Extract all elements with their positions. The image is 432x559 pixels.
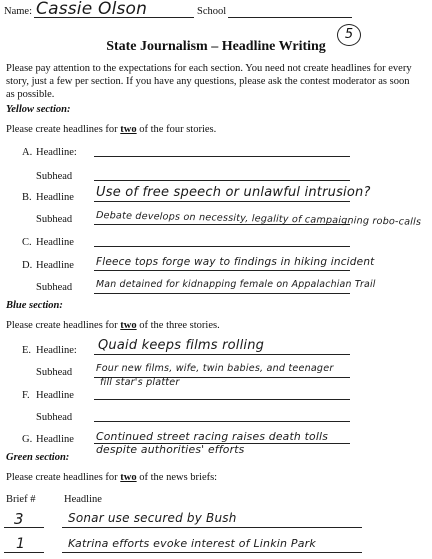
name-line (34, 17, 194, 18)
page-title: State Journalism – Headline Writing (106, 39, 326, 54)
brief-2-number[interactable]: 1 (16, 536, 26, 552)
item-d-subhead-label: Subhead (36, 282, 73, 293)
item-d-headline-label: Headline (36, 260, 74, 271)
item-e-subhead-text-line1[interactable]: Four new films, wife, twin babies, and teenager (96, 363, 334, 374)
item-f-subhead-label: Subhead (36, 412, 73, 423)
intro-text: Please pay attention to the expectations for each section. You need not create headlines for every story, just a few per section. If you have any questions, please ask the contest moderator as soon as possible. (6, 63, 412, 100)
item-e-headline-line (94, 354, 350, 355)
brief-number-header: Brief # (6, 494, 36, 505)
blue-instruction: Please create headlines for two of the three stories. (6, 320, 220, 331)
blue-section-heading: Blue section: (6, 300, 63, 311)
green-instruction: Please create headlines for two of the news briefs: (6, 472, 218, 483)
brief-2-number-line (4, 552, 44, 553)
yellow-section-heading: Yellow section: (6, 104, 71, 115)
item-g-headline-label: Headline (36, 434, 74, 445)
item-b-headline-text[interactable]: Use of free speech or unlawful intrusion? (96, 185, 371, 200)
item-f-headline-line[interactable] (94, 399, 350, 400)
name-label: Name: (4, 6, 32, 17)
brief-1-headline-line (62, 527, 362, 528)
item-a-subhead-line[interactable] (94, 180, 350, 181)
item-d-subhead-text[interactable]: Man detained for kidnapping female on Appalachian Trail (96, 279, 376, 290)
item-b-subhead-text[interactable]: Debate develops on necessity, legality of campaigning robo-calls (95, 210, 422, 228)
name-value[interactable]: Cassie Olson (36, 0, 148, 19)
item-d-headline-line (94, 270, 350, 271)
item-b-headline-line (94, 201, 350, 202)
item-g-headline-text-line2[interactable]: despite authorities' efforts (96, 443, 245, 456)
item-e-letter: E. (22, 345, 32, 356)
school-line[interactable] (228, 17, 352, 18)
item-a-subhead-label: Subhead (36, 171, 73, 182)
item-b-subhead-label: Subhead (36, 214, 73, 225)
green-section-heading: Green section: (6, 452, 70, 463)
item-c-headline-line[interactable] (94, 246, 350, 247)
item-g-headline-text-line1[interactable]: Continued street racing raises death tolls (96, 430, 329, 443)
item-f-subhead-line[interactable] (94, 421, 350, 422)
item-b-letter: B. (22, 192, 32, 203)
item-e-subhead-text-line2[interactable]: fill star's platter (100, 377, 180, 388)
item-a-headline-label: Headline: (36, 147, 77, 158)
circled-number-text: 5 (344, 27, 354, 42)
brief-2-headline-line (62, 552, 362, 553)
item-d-headline-text[interactable]: Fleece tops forge way to findings in hiking incident (96, 256, 375, 268)
brief-1-number-line (4, 527, 44, 528)
item-b-subhead-line (94, 224, 350, 225)
item-e-headline-text[interactable]: Quaid keeps films rolling (98, 338, 265, 353)
yellow-instruction: Please create headlines for two of the four stories. (6, 124, 217, 135)
item-c-letter: C. (22, 237, 32, 248)
item-g-letter: G. (22, 434, 33, 445)
item-a-letter: A. (22, 147, 33, 158)
item-c-headline-label: Headline (36, 237, 74, 248)
brief-1-number[interactable]: 3 (14, 510, 24, 528)
brief-headline-header: Headline (64, 494, 102, 505)
item-f-headline-label: Headline (36, 390, 74, 401)
item-b-headline-label: Headline (36, 192, 74, 203)
school-label: School (197, 6, 227, 17)
brief-2-headline[interactable]: Katrina efforts evoke interest of Linkin Park (68, 537, 316, 550)
item-e-subhead-label: Subhead (36, 367, 73, 378)
item-e-headline-label: Headline: (36, 345, 77, 356)
item-f-letter: F. (22, 390, 30, 401)
item-a-headline-line[interactable] (94, 156, 350, 157)
item-d-letter: D. (22, 260, 33, 271)
item-d-subhead-line (94, 293, 350, 294)
brief-1-headline[interactable]: Sonar use secured by Bush (68, 511, 237, 525)
